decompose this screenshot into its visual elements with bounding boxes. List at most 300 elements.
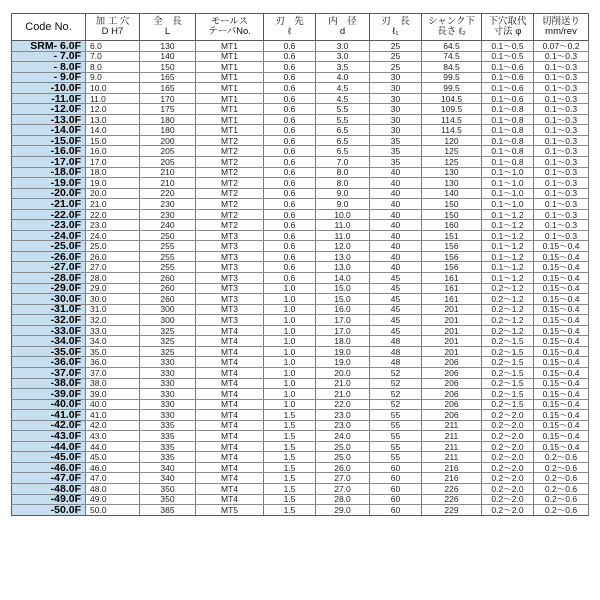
cell-feed-rate: 0.15～0.4: [534, 367, 589, 378]
table-row: [12, 251, 589, 262]
cell-overall-length: 205: [140, 146, 196, 157]
cell-cutting-edge: 0.6: [264, 251, 316, 262]
cell-cutting-edge: 0.6: [264, 146, 316, 157]
cell-morse-taper: MT2: [196, 178, 264, 189]
cell-hole-diameter: 9.0: [86, 72, 140, 83]
cell-morse-taper: MT3: [196, 273, 264, 284]
cell-blade-length: 30: [370, 114, 422, 125]
cell-morse-taper: MT3: [196, 294, 264, 305]
cell-morse-taper: MT4: [196, 441, 264, 452]
cell-overall-length: 140: [140, 51, 196, 62]
cell-inner-diameter: 6.5: [316, 125, 370, 136]
cell-shank-length: 125: [422, 157, 482, 168]
cell-hole-diameter: 15.0: [86, 135, 140, 146]
cell-overall-length: 220: [140, 188, 196, 199]
cell-morse-taper: MT2: [196, 220, 264, 231]
cell-cutting-edge: 1.0: [264, 367, 316, 378]
table-row: [12, 220, 589, 231]
cell-cutting-edge: 1.5: [264, 473, 316, 484]
cell-feed-rate: 0.2～0.6: [534, 483, 589, 494]
cell-feed-rate: 0.15～0.4: [534, 251, 589, 262]
cell-cutting-edge: 0.6: [264, 51, 316, 62]
cell-inner-diameter: 23.0: [316, 420, 370, 431]
spec-table: [11, 13, 589, 516]
cell-cutting-edge: 0.6: [264, 114, 316, 125]
table-row: [12, 72, 589, 83]
cell-overall-length: 335: [140, 431, 196, 442]
cell-overall-length: 255: [140, 262, 196, 273]
cell-feed-rate: 0.1～0.3: [534, 125, 589, 136]
cell-pilot-allowance: 0.2～1.2: [482, 283, 534, 294]
cell-cutting-edge: 0.6: [264, 273, 316, 284]
cell-code-no: -33.0F: [12, 325, 86, 336]
cell-code-no: -23.0F: [12, 220, 86, 231]
cell-morse-taper: MT2: [196, 135, 264, 146]
cell-feed-rate: 0.2～0.6: [534, 462, 589, 473]
cell-code-no: - 7.0F: [12, 51, 86, 62]
table-row: [12, 62, 589, 73]
cell-hole-diameter: 30.0: [86, 294, 140, 305]
cell-blade-length: 40: [370, 251, 422, 262]
cell-hole-diameter: 7.0: [86, 51, 140, 62]
cell-hole-diameter: 36.0: [86, 357, 140, 368]
cell-shank-length: 114.5: [422, 114, 482, 125]
table-row: [12, 230, 589, 241]
cell-feed-rate: 0.2～0.6: [534, 452, 589, 463]
cell-morse-taper: MT2: [196, 199, 264, 210]
cell-cutting-edge: 0.6: [264, 135, 316, 146]
cell-cutting-edge: 0.6: [264, 241, 316, 252]
cell-code-no: -25.0F: [12, 241, 86, 252]
cell-pilot-allowance: 0.1～0.5: [482, 51, 534, 62]
cell-blade-length: 48: [370, 346, 422, 357]
cell-pilot-allowance: 0.1～0.6: [482, 93, 534, 104]
cell-morse-taper: MT3: [196, 283, 264, 294]
cell-overall-length: 325: [140, 336, 196, 347]
cell-overall-length: 325: [140, 325, 196, 336]
cell-inner-diameter: 18.0: [316, 336, 370, 347]
cell-hole-diameter: 29.0: [86, 283, 140, 294]
cell-cutting-edge: 1.5: [264, 441, 316, 452]
cell-inner-diameter: 27.0: [316, 483, 370, 494]
table-row: [12, 399, 589, 410]
table-row: [12, 431, 589, 442]
cell-blade-length: 25: [370, 51, 422, 62]
header-hole-diameter: 加 工 穴 D H7: [86, 14, 140, 41]
table-row: [12, 135, 589, 146]
cell-pilot-allowance: 0.2～1.5: [482, 336, 534, 347]
cell-shank-length: 140: [422, 188, 482, 199]
cell-feed-rate: 0.07～0.2: [534, 41, 589, 52]
cell-cutting-edge: 1.5: [264, 420, 316, 431]
cell-code-no: -48.0F: [12, 483, 86, 494]
cell-inner-diameter: 5.5: [316, 114, 370, 125]
cell-blade-length: 45: [370, 273, 422, 284]
cell-morse-taper: MT4: [196, 389, 264, 400]
cell-overall-length: 350: [140, 494, 196, 505]
cell-blade-length: 52: [370, 389, 422, 400]
cell-blade-length: 55: [370, 452, 422, 463]
cell-shank-length: 84.5: [422, 62, 482, 73]
cell-shank-length: 216: [422, 473, 482, 484]
table-row: [12, 146, 589, 157]
table-row: [12, 462, 589, 473]
cell-code-no: -28.0F: [12, 273, 86, 284]
cell-overall-length: 210: [140, 178, 196, 189]
table-row: [12, 494, 589, 505]
cell-cutting-edge: 1.0: [264, 325, 316, 336]
cell-shank-length: 206: [422, 410, 482, 421]
cell-inner-diameter: 9.0: [316, 199, 370, 210]
cell-morse-taper: MT2: [196, 146, 264, 157]
cell-cutting-edge: 0.6: [264, 178, 316, 189]
cell-pilot-allowance: 0.2～2.0: [482, 462, 534, 473]
cell-overall-length: 260: [140, 283, 196, 294]
cell-code-no: -30.0F: [12, 294, 86, 305]
cell-cutting-edge: 1.0: [264, 357, 316, 368]
table-row: [12, 441, 589, 452]
cell-feed-rate: 0.1～0.3: [534, 188, 589, 199]
cell-hole-diameter: 39.0: [86, 389, 140, 400]
cell-morse-taper: MT4: [196, 325, 264, 336]
cell-blade-length: 25: [370, 62, 422, 73]
table-body: [12, 41, 589, 516]
cell-shank-length: 109.5: [422, 104, 482, 115]
cell-inner-diameter: 3.0: [316, 41, 370, 52]
cell-shank-length: 229: [422, 505, 482, 516]
table-row: [12, 262, 589, 273]
cell-pilot-allowance: 0.1～1.0: [482, 188, 534, 199]
cell-hole-diameter: 18.0: [86, 167, 140, 178]
cell-cutting-edge: 0.6: [264, 72, 316, 83]
cell-morse-taper: MT1: [196, 93, 264, 104]
cell-inner-diameter: 4.5: [316, 83, 370, 94]
cell-morse-taper: MT2: [196, 157, 264, 168]
table-row: [12, 420, 589, 431]
cell-shank-length: 201: [422, 336, 482, 347]
cell-pilot-allowance: 0.1～0.8: [482, 157, 534, 168]
cell-inner-diameter: 25.0: [316, 452, 370, 463]
table-row: [12, 114, 589, 125]
cell-code-no: -42.0F: [12, 420, 86, 431]
cell-overall-length: 335: [140, 441, 196, 452]
cell-blade-length: 40: [370, 241, 422, 252]
cell-pilot-allowance: 0.1～1.2: [482, 220, 534, 231]
cell-blade-length: 30: [370, 93, 422, 104]
cell-code-no: -39.0F: [12, 389, 86, 400]
cell-morse-taper: MT4: [196, 452, 264, 463]
cell-blade-length: 45: [370, 294, 422, 305]
cell-overall-length: 250: [140, 230, 196, 241]
header-shank-length: シャンク下 長さ ℓ₂: [422, 14, 482, 41]
cell-overall-length: 330: [140, 410, 196, 421]
cell-pilot-allowance: 0.2～1.5: [482, 389, 534, 400]
cell-hole-diameter: 38.0: [86, 378, 140, 389]
cell-overall-length: 330: [140, 367, 196, 378]
cell-pilot-allowance: 0.1～1.2: [482, 273, 534, 284]
cell-feed-rate: 0.15～0.4: [534, 410, 589, 421]
cell-feed-rate: 0.15～0.4: [534, 304, 589, 315]
cell-overall-length: 300: [140, 304, 196, 315]
cell-pilot-allowance: 0.2～2.0: [482, 410, 534, 421]
cell-feed-rate: 0.15～0.4: [534, 336, 589, 347]
cell-cutting-edge: 1.0: [264, 336, 316, 347]
cell-shank-length: 120: [422, 135, 482, 146]
cell-feed-rate: 0.2～0.6: [534, 494, 589, 505]
cell-hole-diameter: 34.0: [86, 336, 140, 347]
cell-cutting-edge: 1.0: [264, 378, 316, 389]
cell-cutting-edge: 1.5: [264, 462, 316, 473]
cell-code-no: -19.0F: [12, 178, 86, 189]
cell-code-no: -24.0F: [12, 230, 86, 241]
cell-morse-taper: MT1: [196, 62, 264, 73]
cell-cutting-edge: 1.0: [264, 304, 316, 315]
cell-overall-length: 330: [140, 357, 196, 368]
cell-cutting-edge: 1.0: [264, 346, 316, 357]
cell-code-no: -37.0F: [12, 367, 86, 378]
cell-blade-length: 52: [370, 399, 422, 410]
cell-inner-diameter: 7.0: [316, 157, 370, 168]
cell-inner-diameter: 17.0: [316, 315, 370, 326]
cell-blade-length: 30: [370, 104, 422, 115]
cell-hole-diameter: 11.0: [86, 93, 140, 104]
cell-morse-taper: MT3: [196, 304, 264, 315]
table-row: [12, 315, 589, 326]
cell-hole-diameter: 47.0: [86, 473, 140, 484]
cell-shank-length: 211: [422, 431, 482, 442]
cell-blade-length: 40: [370, 178, 422, 189]
cell-hole-diameter: 44.0: [86, 441, 140, 452]
cell-pilot-allowance: 0.2～1.2: [482, 325, 534, 336]
table-row: [12, 389, 589, 400]
cell-pilot-allowance: 0.2～2.0: [482, 452, 534, 463]
table-row: [12, 273, 589, 284]
cell-feed-rate: 0.1～0.3: [534, 51, 589, 62]
cell-feed-rate: 0.1～0.3: [534, 135, 589, 146]
cell-hole-diameter: 14.0: [86, 125, 140, 136]
cell-code-no: -31.0F: [12, 304, 86, 315]
cell-overall-length: 200: [140, 135, 196, 146]
cell-hole-diameter: 16.0: [86, 146, 140, 157]
cell-code-no: -47.0F: [12, 473, 86, 484]
cell-feed-rate: 0.15～0.4: [534, 241, 589, 252]
cell-shank-length: 161: [422, 273, 482, 284]
cell-hole-diameter: 31.0: [86, 304, 140, 315]
cell-cutting-edge: 0.6: [264, 188, 316, 199]
cell-feed-rate: 0.1～0.3: [534, 167, 589, 178]
cell-pilot-allowance: 0.2～2.0: [482, 431, 534, 442]
cell-feed-rate: 0.15～0.4: [534, 262, 589, 273]
cell-blade-length: 40: [370, 167, 422, 178]
cell-shank-length: 226: [422, 483, 482, 494]
cell-shank-length: 74.5: [422, 51, 482, 62]
cell-inner-diameter: 15.0: [316, 283, 370, 294]
cell-hole-diameter: 46.0: [86, 462, 140, 473]
cell-overall-length: 130: [140, 41, 196, 52]
cell-inner-diameter: 10.0: [316, 209, 370, 220]
cell-code-no: -22.0F: [12, 209, 86, 220]
cell-morse-taper: MT4: [196, 494, 264, 505]
cell-code-no: -38.0F: [12, 378, 86, 389]
cell-code-no: -26.0F: [12, 251, 86, 262]
cell-inner-diameter: 11.0: [316, 230, 370, 241]
cell-shank-length: 156: [422, 262, 482, 273]
cell-pilot-allowance: 0.2～1.5: [482, 346, 534, 357]
cell-pilot-allowance: 0.2～1.5: [482, 378, 534, 389]
cell-hole-diameter: 50.0: [86, 505, 140, 516]
cell-shank-length: 226: [422, 494, 482, 505]
cell-overall-length: 205: [140, 157, 196, 168]
table-row: [12, 104, 589, 115]
cell-inner-diameter: 12.0: [316, 241, 370, 252]
cell-cutting-edge: 1.5: [264, 505, 316, 516]
cell-feed-rate: 0.15～0.4: [534, 283, 589, 294]
cell-code-no: -20.0F: [12, 188, 86, 199]
cell-blade-length: 55: [370, 441, 422, 452]
cell-overall-length: 330: [140, 399, 196, 410]
cell-cutting-edge: 1.0: [264, 294, 316, 305]
cell-morse-taper: MT4: [196, 367, 264, 378]
cell-hole-diameter: 33.0: [86, 325, 140, 336]
cell-blade-length: 45: [370, 315, 422, 326]
cell-inner-diameter: 6.5: [316, 135, 370, 146]
cell-shank-length: 216: [422, 462, 482, 473]
cell-pilot-allowance: 0.1～1.0: [482, 199, 534, 210]
cell-blade-length: 52: [370, 367, 422, 378]
cell-overall-length: 340: [140, 462, 196, 473]
cell-pilot-allowance: 0.2～1.5: [482, 399, 534, 410]
table-row: [12, 473, 589, 484]
cell-cutting-edge: 0.6: [264, 157, 316, 168]
cell-shank-length: 99.5: [422, 72, 482, 83]
cell-code-no: -41.0F: [12, 410, 86, 421]
cell-morse-taper: MT4: [196, 399, 264, 410]
table-row: [12, 199, 589, 210]
cell-inner-diameter: 8.0: [316, 167, 370, 178]
cell-feed-rate: 0.2～0.6: [534, 473, 589, 484]
cell-inner-diameter: 19.0: [316, 357, 370, 368]
cell-code-no: -40.0F: [12, 399, 86, 410]
cell-cutting-edge: 0.6: [264, 104, 316, 115]
cell-code-no: -43.0F: [12, 431, 86, 442]
cell-inner-diameter: 4.0: [316, 72, 370, 83]
header-row: [12, 14, 589, 41]
cell-hole-diameter: 12.0: [86, 104, 140, 115]
cell-blade-length: 55: [370, 410, 422, 421]
header-overall-length: 全 長 L: [140, 14, 196, 41]
cell-shank-length: 104.5: [422, 93, 482, 104]
cell-feed-rate: 0.1～0.3: [534, 104, 589, 115]
header-cutting-edge: 刃 先 ℓ: [264, 14, 316, 41]
cell-blade-length: 60: [370, 462, 422, 473]
cell-hole-diameter: 6.0: [86, 41, 140, 52]
cell-shank-length: 161: [422, 294, 482, 305]
cell-feed-rate: 0.15～0.4: [534, 357, 589, 368]
cell-pilot-allowance: 0.1～0.6: [482, 83, 534, 94]
cell-pilot-allowance: 0.2～2.0: [482, 505, 534, 516]
cell-inner-diameter: 8.0: [316, 178, 370, 189]
cell-inner-diameter: 11.0: [316, 220, 370, 231]
cell-inner-diameter: 24.0: [316, 431, 370, 442]
cell-code-no: -29.0F: [12, 283, 86, 294]
cell-hole-diameter: 17.0: [86, 157, 140, 168]
cell-overall-length: 150: [140, 62, 196, 73]
cell-morse-taper: MT3: [196, 241, 264, 252]
table-row: [12, 178, 589, 189]
cell-shank-length: 211: [422, 441, 482, 452]
cell-feed-rate: 0.1～0.3: [534, 209, 589, 220]
header-blade-length: 刃 長 ℓ₁: [370, 14, 422, 41]
cell-inner-diameter: 13.0: [316, 262, 370, 273]
cell-feed-rate: 0.1～0.3: [534, 83, 589, 94]
cell-pilot-allowance: 0.2～2.0: [482, 420, 534, 431]
cell-cutting-edge: 0.6: [264, 209, 316, 220]
cell-inner-diameter: 20.0: [316, 367, 370, 378]
table-row: [12, 241, 589, 252]
cell-code-no: - 8.0F: [12, 62, 86, 73]
header-feed-rate: 切削送り mm/rev: [534, 14, 589, 41]
cell-morse-taper: MT1: [196, 83, 264, 94]
cell-feed-rate: 0.15～0.4: [534, 378, 589, 389]
cell-morse-taper: MT2: [196, 188, 264, 199]
cell-blade-length: 40: [370, 199, 422, 210]
cell-inner-diameter: 4.5: [316, 93, 370, 104]
cell-inner-diameter: 21.0: [316, 378, 370, 389]
cell-shank-length: 64.5: [422, 41, 482, 52]
cell-inner-diameter: 9.0: [316, 188, 370, 199]
cell-morse-taper: MT4: [196, 420, 264, 431]
cell-inner-diameter: 3.5: [316, 62, 370, 73]
cell-cutting-edge: 0.6: [264, 262, 316, 273]
cell-overall-length: 260: [140, 273, 196, 284]
table-row: [12, 505, 589, 516]
cell-overall-length: 255: [140, 251, 196, 262]
cell-feed-rate: 0.1～0.3: [534, 230, 589, 241]
cell-hole-diameter: 10.0: [86, 83, 140, 94]
table-row: [12, 378, 589, 389]
cell-pilot-allowance: 0.1～1.0: [482, 167, 534, 178]
cell-cutting-edge: 1.5: [264, 494, 316, 505]
cell-pilot-allowance: 0.1～1.2: [482, 209, 534, 220]
cell-hole-diameter: 40.0: [86, 399, 140, 410]
cell-cutting-edge: 1.0: [264, 399, 316, 410]
table-row: [12, 336, 589, 347]
table-row: [12, 410, 589, 421]
cell-overall-length: 330: [140, 378, 196, 389]
cell-morse-taper: MT1: [196, 51, 264, 62]
cell-hole-diameter: 32.0: [86, 315, 140, 326]
cell-pilot-allowance: 0.1～1.2: [482, 230, 534, 241]
cell-overall-length: 165: [140, 72, 196, 83]
cell-shank-length: 206: [422, 357, 482, 368]
cell-cutting-edge: 0.6: [264, 220, 316, 231]
cell-cutting-edge: 1.0: [264, 389, 316, 400]
cell-code-no: -17.0F: [12, 157, 86, 168]
cell-code-no: -34.0F: [12, 336, 86, 347]
cell-shank-length: 156: [422, 241, 482, 252]
cell-overall-length: 350: [140, 483, 196, 494]
cell-overall-length: 385: [140, 505, 196, 516]
table-row: [12, 51, 589, 62]
cell-morse-taper: MT2: [196, 209, 264, 220]
cell-pilot-allowance: 0.2～2.0: [482, 473, 534, 484]
cell-feed-rate: 0.1～0.3: [534, 146, 589, 157]
cell-code-no: -50.0F: [12, 505, 86, 516]
cell-feed-rate: 0.1～0.3: [534, 72, 589, 83]
cell-morse-taper: MT1: [196, 72, 264, 83]
cell-hole-diameter: 28.0: [86, 273, 140, 284]
cell-inner-diameter: 6.5: [316, 146, 370, 157]
